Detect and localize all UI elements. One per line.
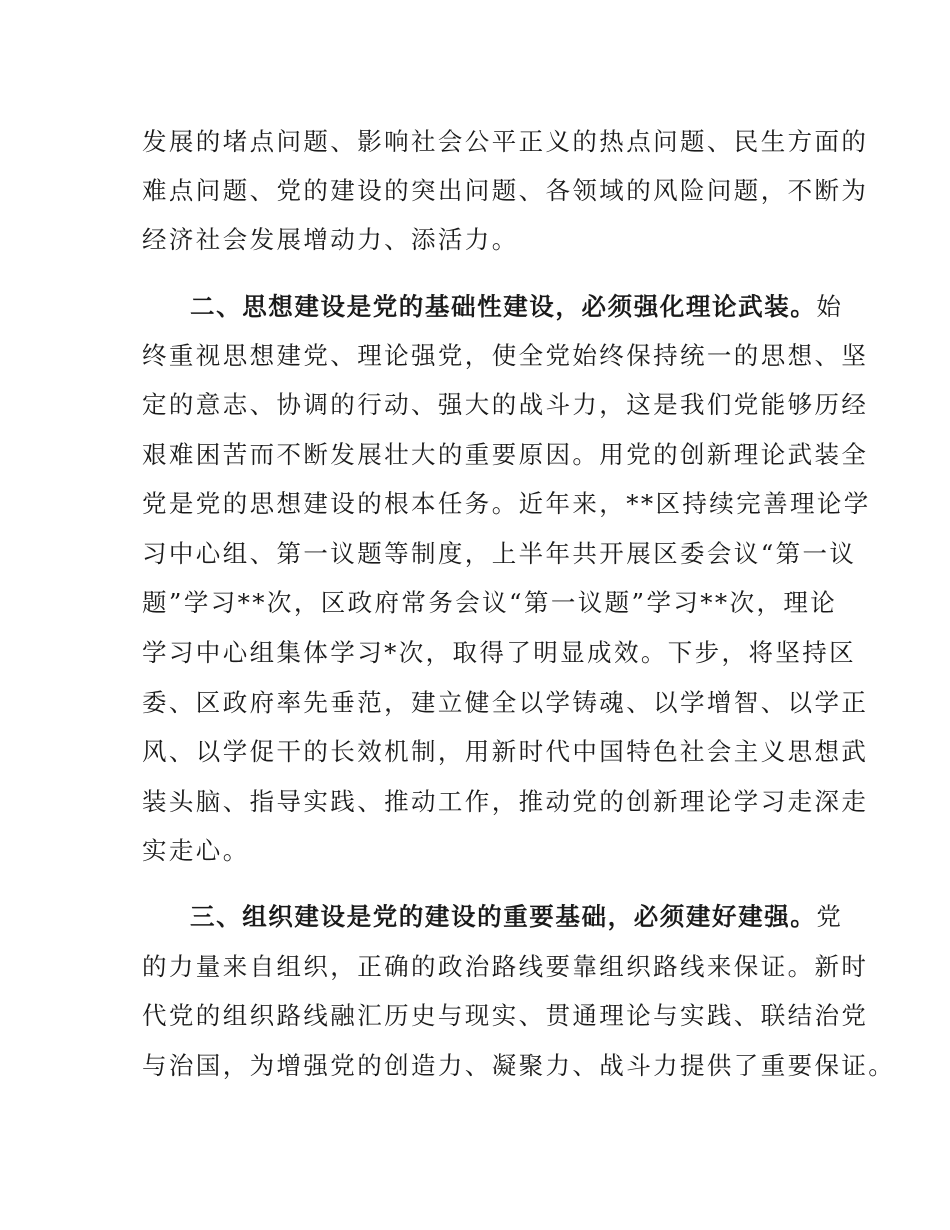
paragraph-line: 的力量来自组织，正确的政治路线要靠组织路线来保证。新时 [142,952,869,981]
paragraph-line: 党是党的思想建设的根本任务。近年来，**区持续完善理论学 [142,489,871,518]
paragraph-line: 风、以学促干的长效机制，用新时代中国特色社会主义思想武 [142,737,869,766]
paragraph-line: 习中心组、第一议题等制度，上半年共开展区委会议“第一议 [142,539,857,568]
paragraph-line: 艰难困苦而不断发展壮大的重要原因。用党的创新理论武装全 [142,440,869,469]
paragraph-line: 发展的堵点问题、影响社会公平正义的热点问题、民生方面的 [142,127,869,156]
paragraph-line: 实走心。 [142,836,250,865]
paragraph-line: 学习中心组集体学习*次，取得了明显成效。下步，将坚持区 [142,638,857,667]
paragraph-line: 难点问题、党的建设的突出问题、各领域的风险问题，不断为 [142,176,869,205]
section-two-first-line [190,282,843,332]
paragraph-line: 题”学习**次，区政府常务会议“第一议题”学习**次，理论 [142,588,838,617]
paragraph-line: 委、区政府率先垂范，建立健全以学铸魂、以学增智、以学正 [142,688,869,717]
paragraph-line: 装头脑、指导实践、推动工作，推动党的创新理论学习走深走 [142,787,869,816]
paragraph-line: 经济社会发展增动力、添活力。 [142,225,519,254]
paragraph-line: 代党的组织路线融汇历史与现实、贯通理论与实践、联结治党 [142,1001,869,1030]
section-three-heading: 三、组织建设是党的建设的重要基础，必须建好建强。 [190,902,817,931]
paragraph-line: 与治国，为增强党的创造力、凝聚力、战斗力提供了重要保证。 [142,1051,896,1080]
paragraph-line: 定的意志、协调的行动、强大的战斗力，这是我们党能够历经 [142,390,869,419]
section-two-first-line-rest: 始 [816,292,844,321]
section-two-heading: 二、思想建设是党的基础性建设，必须强化理论武装。 [190,292,817,321]
paragraph-line: 终重视思想建党、理论强党，使全党始终保持统一的思想、坚 [142,341,869,370]
section-three-first-line [190,892,843,942]
section-three-first-line-rest: 党 [816,902,844,931]
